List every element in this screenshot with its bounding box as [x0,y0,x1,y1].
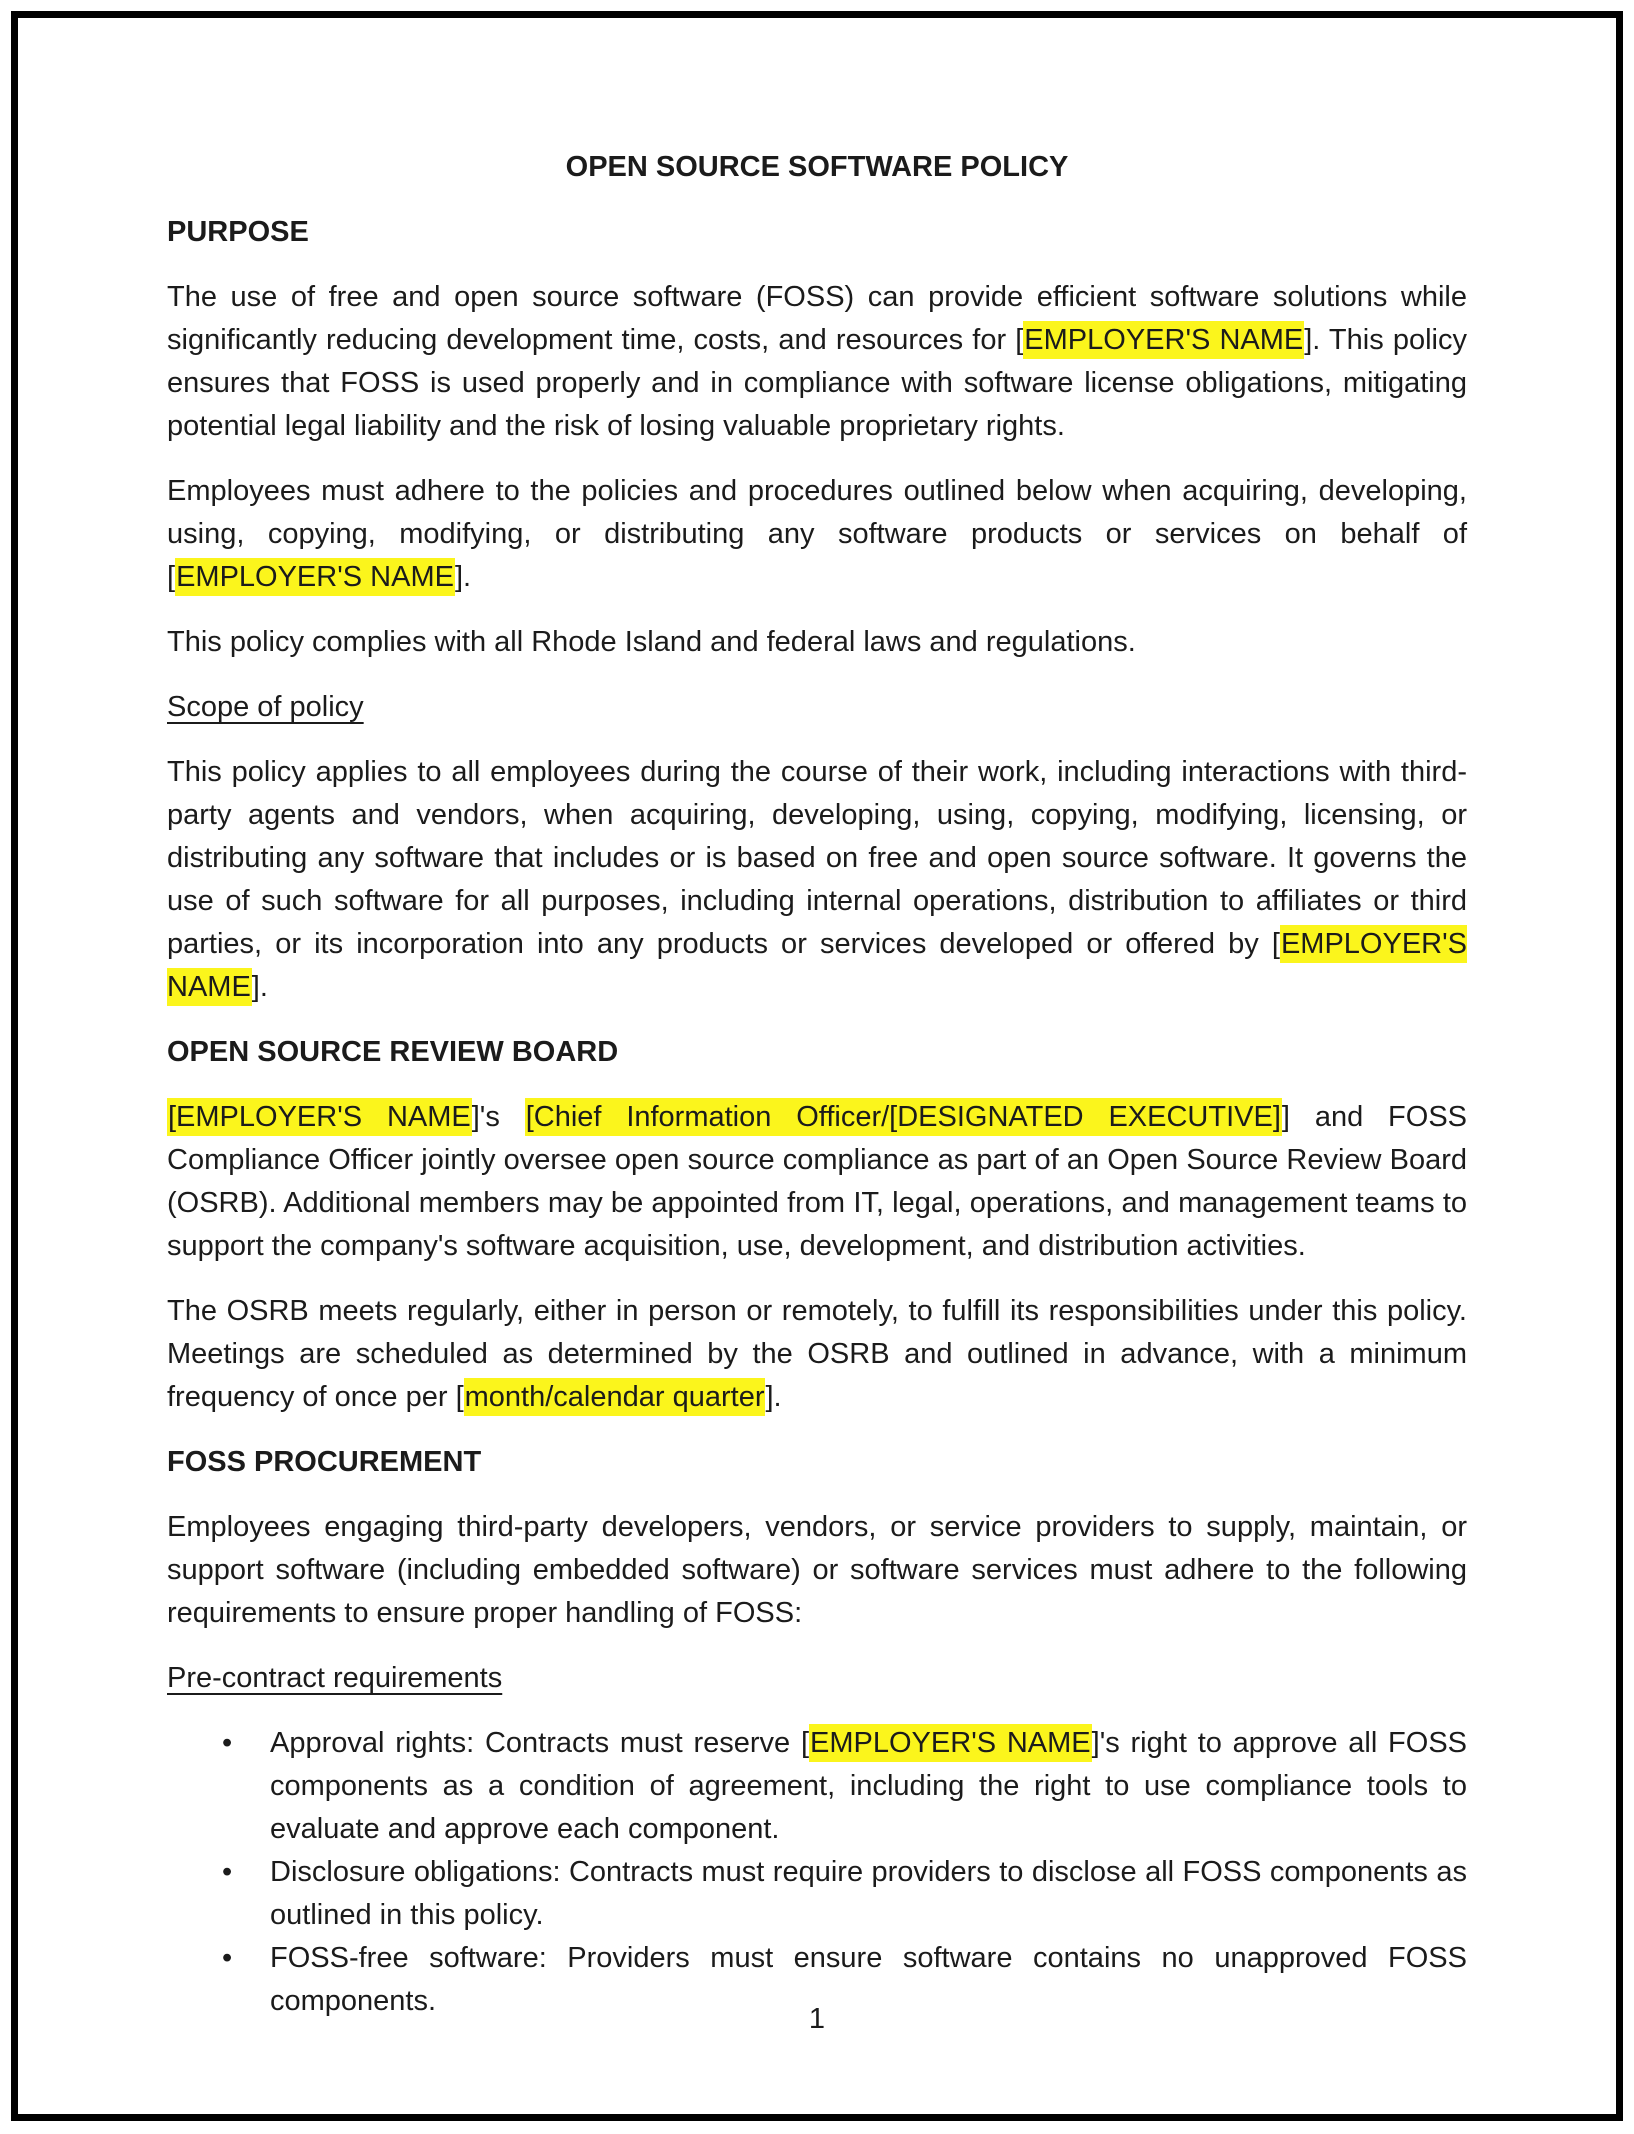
bullet-list [167,1722,1467,2023]
document-title: OPEN SOURCE SOFTWARE POLICY [565,151,1069,183]
paragraph-osrb-2: The OSRB meets regularly, either in person or remotely, to fulfill its responsibilities under this policy. Meetings are scheduled as determined by the OSRB and outlined in advance, with a minimum frequency of once per [month/calendar quarter]. [167,1290,1467,1419]
subheading-scope-of-policy: Scope of policy [167,691,364,723]
paragraph-osrb-1: [EMPLOYER'S NAME]'s [Chief Information Officer/[DESIGNATED EXECUTIVE]] and FOSS Compliance Officer jointly oversee open source compliance as part of an Open Source Review Board (OSRB). Additional members may be appointed from IT, legal, operations, and management teams to support the company's software acquisition, use, development, and distribution activities. [167,1096,1467,1268]
highlighted-placeholder: [EMPLOYER'S NAME [167,1098,472,1136]
paragraph-purpose-2: Employees must adhere to the policies and procedures outlined below when acquiring, developing, using, copying, modifying, or distributing any software products or services on behalf of [EMPLOYER'S NAME]. [167,470,1467,599]
page-number: 1 [808,2003,826,2035]
paragraph-scope: This policy applies to all employees during the course of their work, including interactions with third-party agents and vendors, when acquiring, developing, using, copying, modifying, licensing, or distributing any software that includes or is based on free and open source software. It governs the use of such software for all purposes, including internal operations, distribution to affiliates or third parties, or its incorporation into any products or services developed or offered by [EMPLOYER'S NAME]. [167,751,1467,1009]
subheading-pre-contract-requirements: Pre-contract requirements [167,1662,503,1694]
list-item-disclosure-obligations: • Disclosure obligations: Contracts must require providers to disclose all FOSS components as outlined in this policy. [167,1851,1467,1937]
paragraph-purpose-1: The use of free and open source software (FOSS) can provide efficient software solutions while significantly reducing development time, costs, and resources for [EMPLOYER'S NAME]. This policy ensures that FOSS is used properly and in compliance with software license obligations, mitigating potential legal liability and the risk of losing valuable proprietary rights. [167,281,1467,442]
highlighted-placeholder: EMPLOYER'S NAME [809,1724,1092,1762]
document-content [167,146,1467,2045]
highlighted-placeholder: month/calendar quarter [464,1378,766,1416]
section-heading-purpose: PURPOSE [167,216,309,248]
list-item-foss-free-software: • FOSS-free software: Providers must ensure software contains no unapproved FOSS components. [167,1937,1467,2023]
section-heading-open-source-review-board: OPEN SOURCE REVIEW BOARD [167,1036,619,1068]
highlighted-placeholder: EMPLOYER'S NAME [1023,321,1304,359]
paragraph-compliance: This policy complies with all Rhode Island and federal laws and regulations. [167,626,1136,658]
highlighted-placeholder: EMPLOYER'S NAME [167,925,1467,1006]
highlighted-placeholder: EMPLOYER'S NAME [175,558,455,596]
list-item-approval-rights: • Approval rights: Contracts must reserve [EMPLOYER'S NAME]'s right to approve all FOSS components as a condition of agreement, including the right to use compliance tools to evaluate and approve each component. [167,1722,1467,1851]
highlighted-placeholder: [Chief Information Officer/[DESIGNATED EXECUTIVE] [525,1098,1282,1136]
paragraph-procurement: Employees engaging third-party developers, vendors, or service providers to supply, maintain, or support software (including embedded software) or software services must adhere to the following requirements to ensure proper handling of FOSS: [167,1511,1467,1629]
section-heading-foss-procurement: FOSS PROCUREMENT [167,1446,482,1478]
